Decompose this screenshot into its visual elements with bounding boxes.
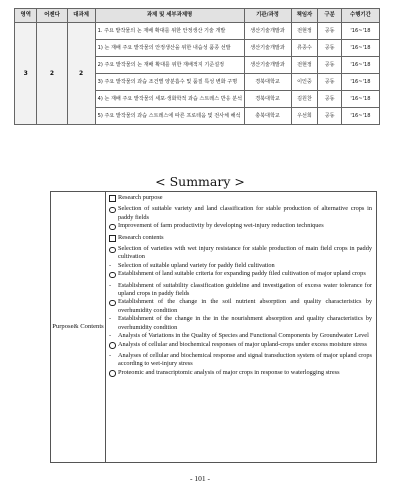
- task-cell: 3) 주요 밭작물의 과습 조건별 양분흡수 및 품질 특성 변화 구명: [95, 74, 244, 91]
- org-cell: 경북대학교: [244, 91, 291, 108]
- page-number: - 101 -: [190, 474, 210, 483]
- summary-line-text: Selection of varieties with wet injury resistance for stable production of main field crops in paddy cultivation: [118, 245, 372, 261]
- circle-bullet-icon: [109, 298, 118, 309]
- type-cell: 공동: [318, 74, 342, 91]
- task-cell: 1) 논 재배 주요 밭작물의 안정생산을 위한 내습성 품종 선발: [95, 40, 244, 57]
- type-cell: 공동: [318, 91, 342, 108]
- dash-bullet: -: [109, 261, 112, 269]
- org-cell: 생산기술개발과: [244, 23, 291, 40]
- lead-cell: 이인중: [291, 74, 318, 91]
- project-table: [14, 8, 380, 125]
- task-cell: 4) 논 재배 주요 밭작물의 세포·생화학적 과습 스트레스 반응 분석: [95, 91, 244, 108]
- agenda-cell: 2: [37, 23, 67, 125]
- circle-bullet-icon: [109, 341, 118, 352]
- header-cell: 영역: [15, 9, 37, 23]
- summary-line-text: Establishment of the change in the in the nourishment absorption and quality characteristics by overhumidity condition: [118, 315, 372, 331]
- summary-line-text: Research purpose: [118, 194, 163, 201]
- header-cell: 대과제: [67, 9, 95, 23]
- org-cell: 생산기술개발과: [244, 40, 291, 57]
- period-cell: '16~'18: [341, 108, 379, 125]
- type-cell: 공동: [318, 40, 342, 57]
- summary-line: [109, 332, 372, 340]
- period-cell: '16~'18: [341, 57, 379, 74]
- lead-cell: 김원찬: [291, 91, 318, 108]
- header-cell: 과제 및 세부과제명: [95, 9, 244, 23]
- summary-line: [109, 245, 372, 262]
- type-cell: 공동: [318, 57, 342, 74]
- area-cell: 3: [15, 23, 37, 125]
- summary-line-text: Analysis of cellular and biochemical responses of major upland-crops under excess moisture stress: [118, 340, 368, 348]
- task-cell: 5) 주요 밭작물의 과습 스트레스에 따른 프로테옴 및 전사체 해석: [95, 108, 244, 125]
- lead-cell: 류종수: [291, 40, 318, 57]
- summary-line-text: Establishment of suitability classification guideline and investigation of excess water tolerance for upland crops in paddy fields: [118, 281, 372, 298]
- purpose-contents-label: Purpose& Contents: [51, 192, 106, 462]
- summary-box: [50, 191, 377, 463]
- dash-bullet: -: [109, 281, 112, 289]
- circle-bullet-icon: [109, 245, 118, 256]
- table-row: [15, 23, 380, 40]
- lead-cell: 우선희: [291, 108, 318, 125]
- org-cell: 경북대학교: [244, 74, 291, 91]
- checkbox-square-icon: [109, 194, 118, 205]
- type-cell: 공동: [318, 23, 342, 40]
- dash-bullet: -: [109, 351, 112, 359]
- task-cell: 1. 주요 밭작물의 논 재배 확대를 위한 안정생산 기술 개발: [95, 23, 244, 40]
- circle-bullet-icon: [109, 222, 118, 233]
- header-cell: 수행기간: [341, 9, 379, 23]
- summary-title: < Summary >: [155, 174, 245, 189]
- summary-line: [109, 262, 372, 270]
- summary-line: [109, 222, 372, 233]
- header-cell: 구분: [318, 9, 342, 23]
- summary-line-text: Selection of suitable variety and land classification for stable production of alternative crops in paddy fields: [118, 205, 372, 221]
- summary-line-text: Establishment of land suitable criteria for expanding paddy filed cultivation of major upland crops: [118, 270, 366, 278]
- org-cell: 충북대학교: [244, 108, 291, 125]
- summary-line-text: Establishment of the change in the soil nutrient absorption and quality characteristics by overhumidity condition: [118, 298, 372, 314]
- summary-line: [109, 369, 372, 380]
- period-cell: '16~'18: [341, 74, 379, 91]
- dash-bullet: -: [109, 332, 112, 340]
- summary-line: [109, 194, 372, 205]
- circle-bullet-icon: [109, 205, 118, 216]
- summary-line-text: Analyses of cellular and biochemical response and signal transduction system of major upland crops according to wet-injury stress: [118, 351, 372, 368]
- summary-line: [109, 234, 372, 245]
- summary-line: [109, 205, 372, 222]
- summary-line: [109, 282, 372, 299]
- lead-cell: 전현정: [291, 57, 318, 74]
- summary-line-text: Selection of suitable upland variety for paddy field cultivation: [118, 261, 275, 269]
- summary-line: [109, 352, 372, 369]
- summary-line: [109, 341, 372, 352]
- checkbox-square-icon: [109, 234, 118, 245]
- org-cell: 생산기술개발과: [244, 57, 291, 74]
- table-header-row: [15, 9, 380, 23]
- task-cell: 2) 주요 밭작물의 논 재배 확대를 위한 재배적지 기준설정: [95, 57, 244, 74]
- type-cell: 공동: [318, 108, 342, 125]
- summary-line-text: Improvement of farm productivity by developing wet-injury reduction techniques: [118, 222, 324, 230]
- summary-line: [109, 298, 372, 315]
- header-cell: 기관/과정: [244, 9, 291, 23]
- period-cell: '16~'18: [341, 91, 379, 108]
- period-cell: '16~'18: [341, 40, 379, 57]
- circle-bullet-icon: [109, 369, 118, 380]
- summary-line-text: Analysis of Variations in the Quality of Species and Functional Components by Groundwater Level: [118, 332, 369, 340]
- circle-bullet-icon: [109, 270, 118, 281]
- dash-bullet: -: [109, 315, 112, 323]
- summary-line: [109, 270, 372, 281]
- summary-line-text: Proteomic and transcriptomic analysis of major crops in response to waterlogging stress: [118, 368, 340, 376]
- period-cell: '16~'18: [341, 23, 379, 40]
- summary-line: [109, 315, 372, 332]
- header-cell: 책임자: [291, 9, 318, 23]
- lead-cell: 전현정: [291, 23, 318, 40]
- header-cell: 어젠다: [37, 9, 67, 23]
- summary-content: [106, 192, 376, 462]
- summary-line-text: Research contents: [118, 233, 164, 241]
- major-task-cell: 2: [67, 23, 95, 125]
